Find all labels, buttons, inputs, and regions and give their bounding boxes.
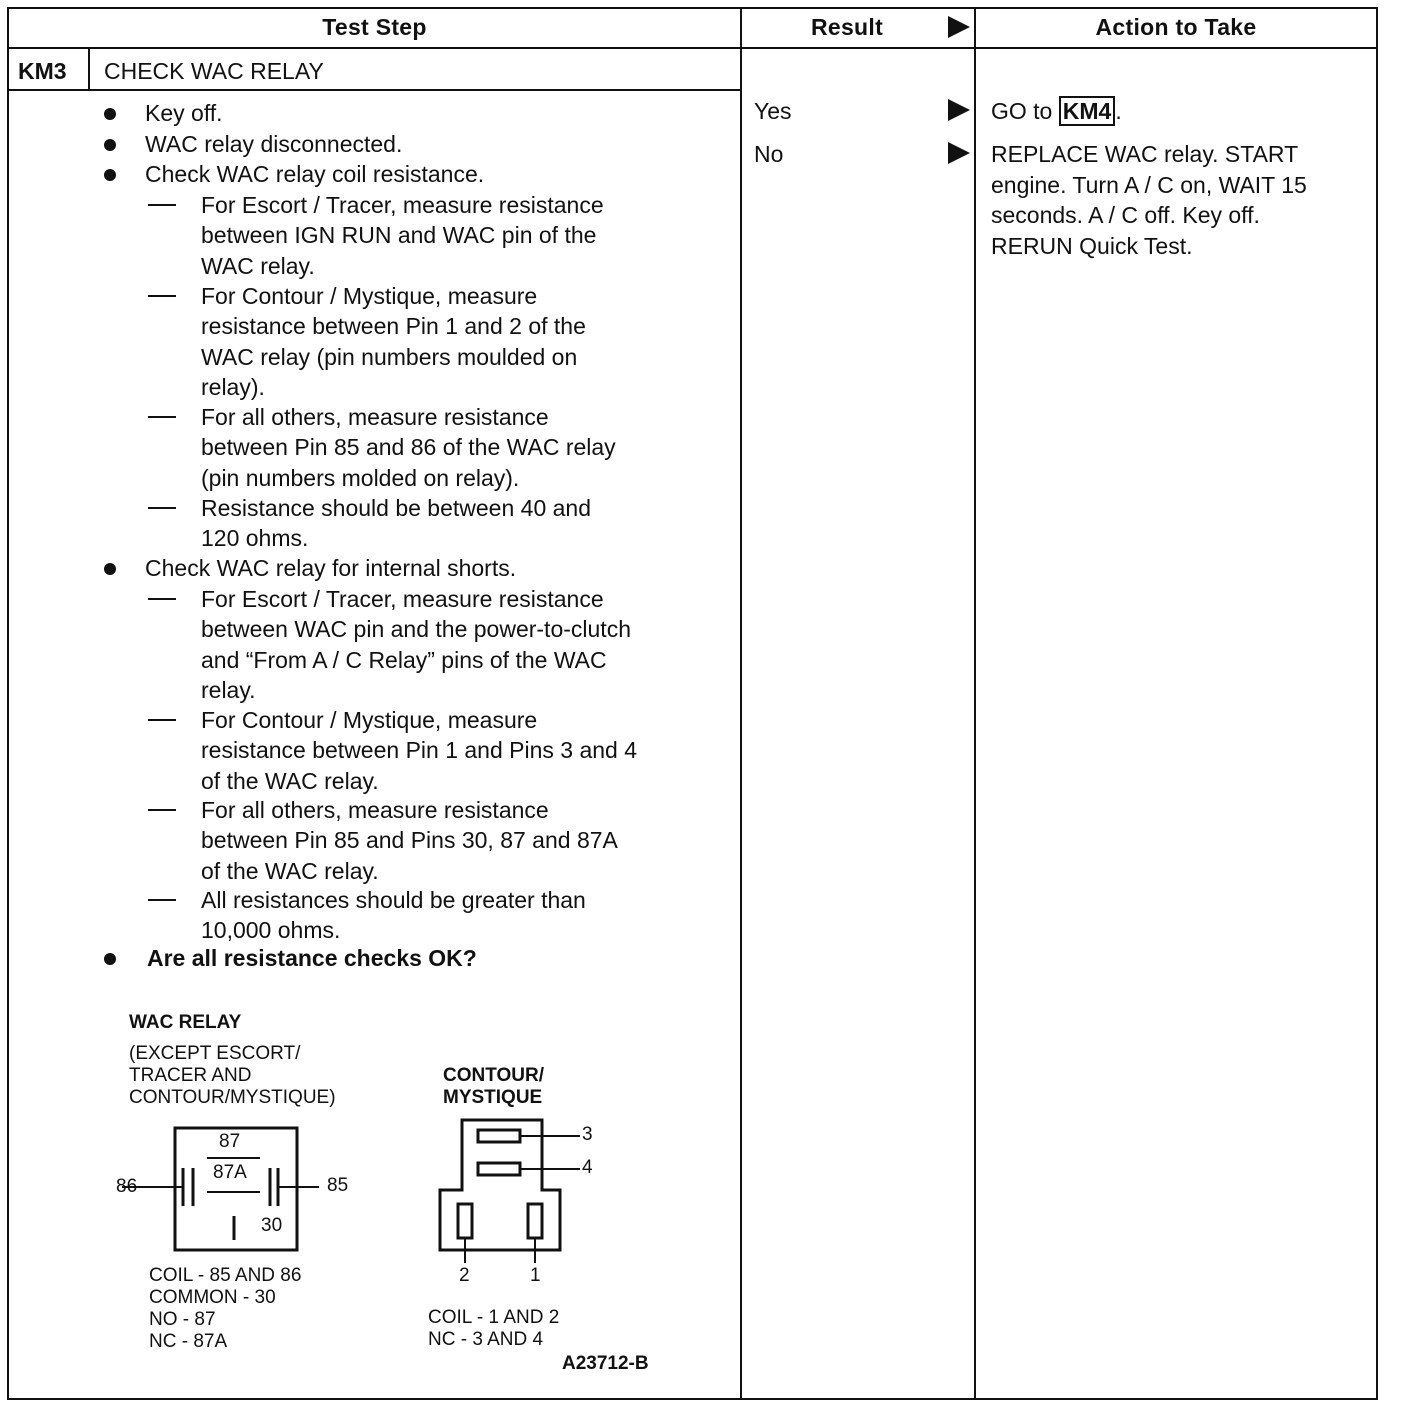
header-action: Action to Take [1095, 14, 1257, 40]
step-id: KM3 [18, 58, 67, 84]
step-item-relay-disconnected: WAC relay disconnected. [145, 131, 403, 157]
pin-30-label: 30 [261, 1215, 283, 1236]
step-id-divider [88, 47, 90, 90]
sub-item-contour-shorts: For Contour / Mystique, measure resistance between Pin 1 and Pins 3 and 4 of the WAC relay. [201, 707, 638, 794]
sub-item-coil-range: Resistance should be between 40 and 120 ohms. [201, 495, 592, 552]
dash-icon [148, 507, 176, 509]
result-no: No [754, 141, 784, 167]
pin-85-label: 85 [327, 1175, 349, 1196]
dash-icon [148, 295, 176, 297]
diagram-reference-code: A23712-B [562, 1353, 649, 1374]
diagram-right-title: CONTOUR/ MYSTIQUE [443, 1065, 544, 1108]
bullet-icon [104, 108, 116, 120]
bullet-icon [104, 953, 116, 965]
pin-3-label: 3 [582, 1124, 593, 1145]
sub-item-contour-coil: For Contour / Mystique, measure resistance between Pin 1 and 2 of the WAC relay (pin numbers moulded on relay). [201, 283, 586, 400]
action-no: REPLACE WAC relay. START engine. Turn A / C on, WAIT 15 seconds. A / C off. Key off. RERUN Quick Test. [991, 141, 1307, 259]
pin-87-label: 87 [219, 1131, 241, 1152]
pin-4-label: 4 [582, 1157, 593, 1178]
bullet-icon [104, 563, 116, 575]
step-title-divider [7, 89, 742, 91]
diagram-left-title: WAC RELAY [129, 1012, 242, 1033]
diagram-left-subtitle: (EXCEPT ESCORT/ TRACER AND CONTOUR/MYSTIQUE) [129, 1043, 336, 1108]
header-result: Result [810, 14, 884, 40]
sub-item-others-coil: For all others, measure resistance between Pin 85 and 86 of the WAC relay (pin numbers molded on relay). [201, 404, 616, 491]
sub-item-others-shorts: For all others, measure resistance between Pin 85 and Pins 30, 87 and 87A of the WAC relay. [201, 797, 618, 884]
sub-item-escort-shorts: For Escort / Tracer, measure resistance between WAC pin and the power-to-clutch and “From A / C Relay” pins of the WAC relay. [201, 586, 631, 703]
bullet-icon [104, 139, 116, 151]
step-item-coil-resistance: Check WAC relay coil resistance. [145, 161, 485, 187]
dash-icon [148, 899, 176, 901]
contour-relay-diagram [430, 1110, 605, 1265]
dash-icon [148, 809, 176, 811]
dash-icon [148, 204, 176, 206]
bullet-icon [104, 169, 116, 181]
step-question: Are all resistance checks OK? [147, 945, 477, 971]
yes-arrow-icon [948, 99, 970, 121]
pin-1-label: 1 [530, 1265, 541, 1286]
sub-item-escort-coil: For Escort / Tracer, measure resistance between IGN RUN and WAC pin of the WAC relay. [201, 192, 604, 279]
action-yes: GO to KM4 . [991, 98, 1122, 124]
step-item-key-off: Key off. [145, 100, 223, 126]
no-arrow-icon [948, 142, 970, 164]
pin-87a-label: 87A [213, 1162, 247, 1183]
header-test-step: Test Step [322, 14, 427, 40]
diagram-right-legend: COIL - 1 AND 2 NC - 3 AND 4 [428, 1307, 560, 1350]
result-column-divider [740, 7, 742, 1400]
diagram-left-legend: COIL - 85 AND 86 COMMON - 30 NO - 87 NC - 87A [149, 1265, 302, 1352]
action-column-divider [974, 7, 976, 1400]
dash-icon [148, 598, 176, 600]
goto-km4-link[interactable]: KM4 [1059, 96, 1116, 126]
step-title: CHECK WAC RELAY [104, 58, 324, 84]
dash-icon [148, 416, 176, 418]
header-divider [7, 47, 1378, 49]
sub-item-shorts-range: All resistances should be greater than 10,000 ohms. [201, 887, 586, 944]
pin-2-label: 2 [459, 1265, 470, 1286]
header-arrow-icon [948, 16, 970, 38]
result-yes: Yes [754, 98, 792, 124]
step-item-internal-shorts: Check WAC relay for internal shorts. [145, 555, 517, 581]
pin-86-label: 86 [116, 1176, 138, 1197]
dash-icon [148, 719, 176, 721]
